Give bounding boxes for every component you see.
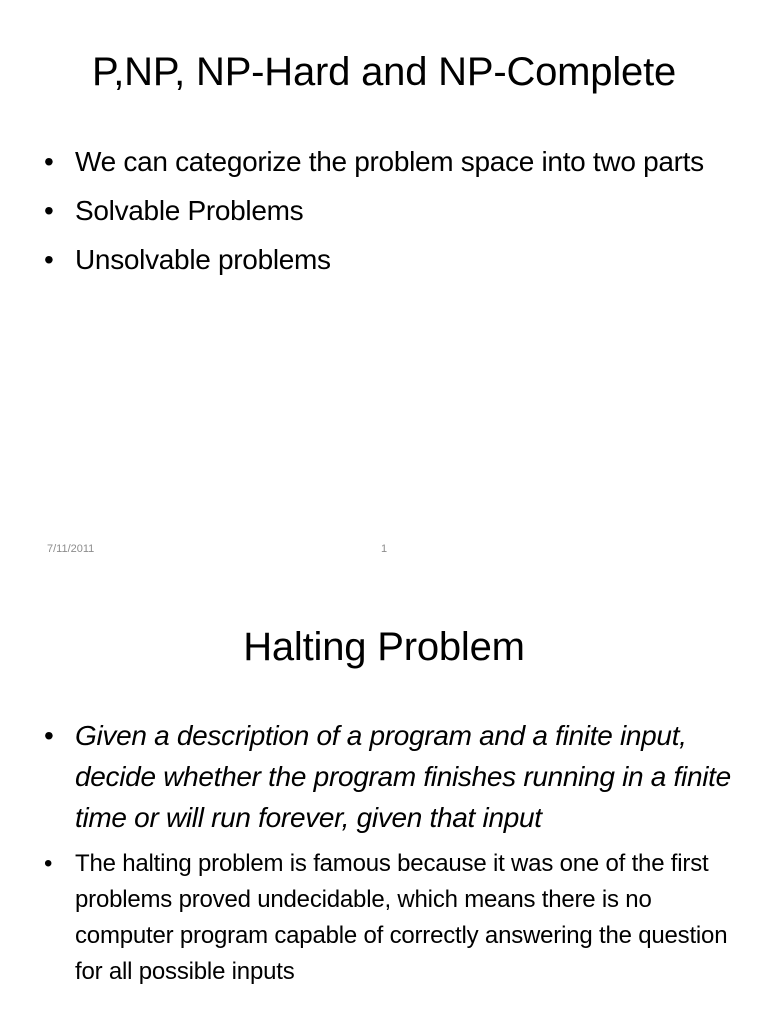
bullet-item	[44, 846, 734, 990]
slide-title: Halting Problem	[243, 625, 525, 669]
bullet-text: The halting problem is famous because it was one of the first problems proved undecidable, which means there is no computer program capable of correctly answering the question for all possible inputs	[75, 850, 728, 985]
bullet-text: Solvable Problems	[75, 195, 304, 226]
bullet-item	[44, 142, 734, 182]
bullet-icon: •	[44, 720, 54, 751]
bullet-item	[44, 715, 734, 838]
bullet-item	[44, 240, 734, 280]
bullet-text: Unsolvable problems	[75, 244, 331, 275]
footer-page-number: 1	[381, 543, 388, 555]
bullet-icon: •	[44, 146, 54, 177]
footer-date: 7/11/2011	[47, 543, 95, 555]
bullet-text: Given a description of a program and a finite input, decide whether the program finishes running in a finite time or will run forever, given that input	[75, 720, 731, 833]
bullet-list	[44, 715, 734, 990]
bullet-item	[44, 191, 734, 231]
bullet-icon: •	[44, 195, 54, 226]
bullet-icon: •	[44, 244, 54, 275]
slide-title: P,NP, NP-Hard and NP-Complete	[91, 50, 677, 94]
bullet-list	[44, 142, 734, 289]
bullet-text: We can categorize the problem space into two parts	[75, 146, 704, 177]
bullet-icon: •	[44, 850, 53, 877]
slide-2	[0, 578, 768, 1024]
